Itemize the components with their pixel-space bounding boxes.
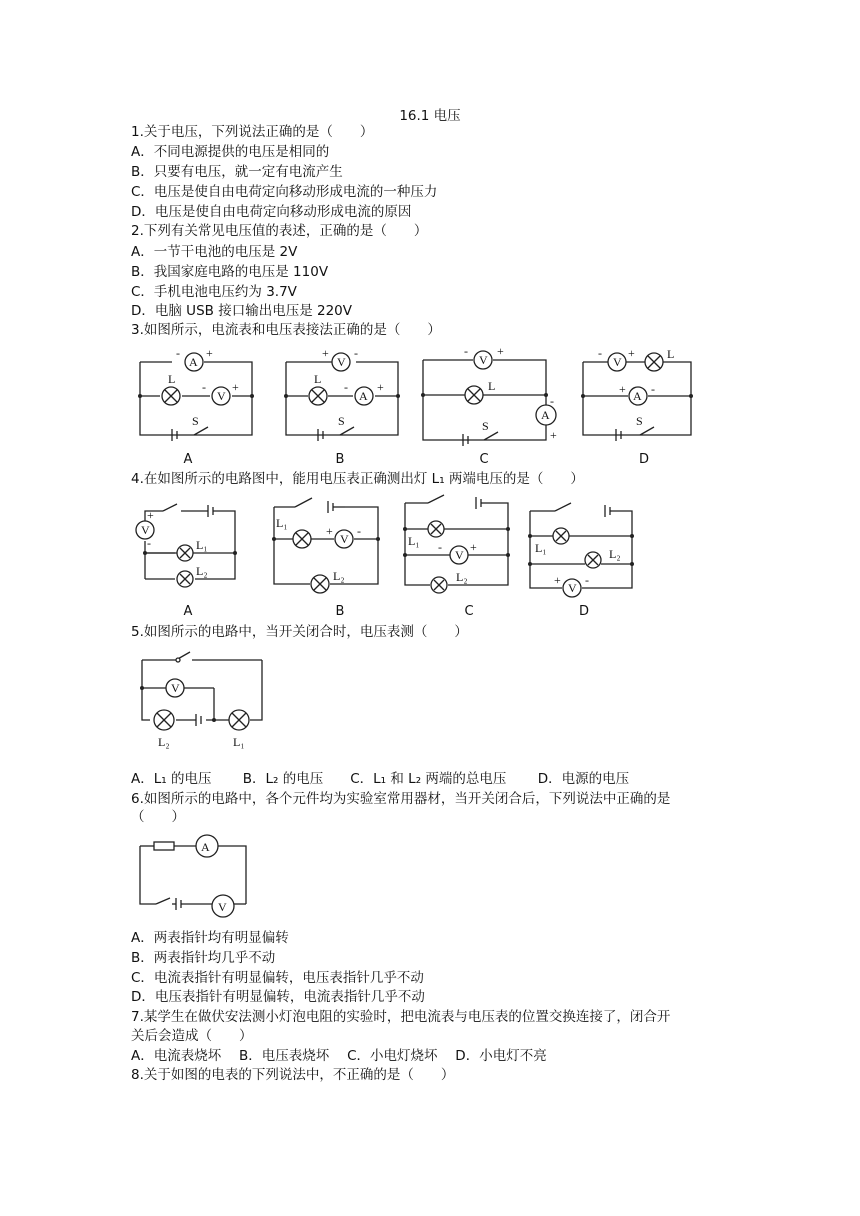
svg-text:-: - xyxy=(585,573,589,587)
q3-caption-d: D xyxy=(638,452,649,467)
question-5-stem: 5.如图所示的电路中，当开关闭合时，电压表测（ ） xyxy=(131,624,468,640)
svg-text:+: + xyxy=(377,380,384,394)
q4-circuit-a xyxy=(133,497,243,592)
question-6-option-d: D．电压表指针有明显偏转，电流表指针几乎不动 xyxy=(131,989,425,1005)
svg-text:V: V xyxy=(217,389,226,403)
svg-text:A: A xyxy=(359,389,368,403)
svg-text:V: V xyxy=(340,532,349,546)
svg-text:-: - xyxy=(147,536,151,550)
question-1-option-a: A．不同电源提供的电压是相同的 xyxy=(131,144,330,160)
svg-text:L₁: L₁ xyxy=(408,534,420,548)
q3-caption-b: B xyxy=(335,452,345,467)
switch-icon xyxy=(295,498,312,507)
q6-circuit xyxy=(136,832,256,927)
svg-text:-: - xyxy=(550,394,554,408)
svg-text:+: + xyxy=(628,346,635,360)
question-2-stem: 2.下列有关常见电压值的表述，正确的是（ ） xyxy=(131,223,428,239)
svg-text:+: + xyxy=(497,344,504,358)
question-5-options: A．L₁ 的电压 B．L₂ 的电压 C．L₁ 和 L₂ 两端的总电压 D．电源的电压 xyxy=(131,771,630,787)
svg-text:L: L xyxy=(314,372,322,386)
svg-text:S: S xyxy=(338,414,345,428)
svg-text:V: V xyxy=(141,523,150,537)
question-1-option-b: B．只要有电压，就一定有电流产生 xyxy=(131,164,343,180)
switch-icon xyxy=(340,427,354,435)
q3-caption-c: C xyxy=(479,452,489,467)
svg-text:-: - xyxy=(598,346,602,360)
svg-text:+: + xyxy=(206,346,213,360)
question-7-stem-continued: 关后会造成（ ） xyxy=(131,1028,253,1044)
svg-text:-: - xyxy=(202,380,206,394)
svg-text:V: V xyxy=(218,900,227,914)
q4-circuit-d xyxy=(527,498,637,603)
svg-text:S: S xyxy=(636,414,643,428)
q3-circuit-c xyxy=(418,345,568,450)
q3-circuit-b xyxy=(278,345,408,445)
q4-caption-c: C xyxy=(464,604,474,619)
q4-circuit-b xyxy=(270,492,385,592)
svg-text:A: A xyxy=(633,389,642,403)
svg-text:-: - xyxy=(438,540,442,554)
svg-text:A: A xyxy=(201,840,210,854)
q4-caption-d: D xyxy=(578,604,589,619)
switch-icon xyxy=(194,427,208,435)
svg-text:+: + xyxy=(470,540,477,554)
svg-text:L₂: L₂ xyxy=(158,735,170,749)
svg-text:L₂: L₂ xyxy=(333,569,345,583)
svg-text:L₁: L₁ xyxy=(233,735,245,749)
question-6-option-a: A．两表指针均有明显偏转 xyxy=(131,930,289,946)
question-7-options: A．电流表烧坏 B．电压表烧坏 C．小电灯烧坏 D．小电灯不亮 xyxy=(131,1048,547,1064)
svg-text:V: V xyxy=(613,355,622,369)
question-6-stem-continued: （ ） xyxy=(131,809,185,825)
svg-text:V: V xyxy=(337,355,346,369)
switch-icon xyxy=(428,495,444,503)
question-2-option-a: A．一节干电池的电压是 2V xyxy=(131,244,298,260)
question-6-option-b: B．两表指针均几乎不动 xyxy=(131,950,276,966)
svg-text:V: V xyxy=(568,581,577,595)
svg-text:L: L xyxy=(168,372,176,386)
question-2-option-d: D．电脑 USB 接口输出电压是 220V xyxy=(131,303,352,319)
q3-circuit-a xyxy=(132,345,262,445)
q4-caption-b: B xyxy=(335,604,345,619)
question-8-stem: 8.关于如图的电表的下列说法中，不正确的是（ ） xyxy=(131,1067,455,1083)
q3-circuit-d xyxy=(578,345,703,445)
svg-text:-: - xyxy=(344,380,348,394)
svg-text:L₁: L₁ xyxy=(535,541,547,555)
question-2-option-b: B．我国家庭电路的电压是 110V xyxy=(131,264,329,280)
q5-circuit xyxy=(138,648,273,758)
switch-icon xyxy=(484,432,498,440)
svg-text:-: - xyxy=(354,346,358,360)
svg-text:L₂: L₂ xyxy=(609,547,621,561)
svg-text:-: - xyxy=(357,524,361,538)
svg-text:-: - xyxy=(176,346,180,360)
question-2-option-c: C．手机电池电压约为 3.7V xyxy=(131,284,297,300)
svg-text:+: + xyxy=(232,380,239,394)
svg-text:L: L xyxy=(667,347,675,361)
switch-icon xyxy=(156,898,170,904)
resistor-icon xyxy=(154,842,174,850)
switch-icon xyxy=(163,504,177,511)
question-3-stem: 3.如图所示，电流表和电压表接法正确的是（ ） xyxy=(131,322,441,338)
svg-text:L: L xyxy=(488,379,496,393)
svg-text:V: V xyxy=(171,681,180,695)
page-title: 16.1 电压 xyxy=(399,108,461,124)
switch-icon xyxy=(555,503,571,511)
question-6-stem: 6.如图所示的电路中，各个元件均为实验室常用器材，当开关闭合后，下列说法中正确的是 xyxy=(131,791,671,807)
svg-text:L₂: L₂ xyxy=(196,564,208,578)
q4-circuit-c xyxy=(400,493,515,593)
svg-text:S: S xyxy=(192,414,199,428)
svg-text:V: V xyxy=(455,548,464,562)
svg-text:L₁: L₁ xyxy=(276,516,288,530)
svg-text:A: A xyxy=(541,408,550,422)
switch-icon xyxy=(640,427,654,435)
svg-text:L₁: L₁ xyxy=(196,538,208,552)
svg-text:A: A xyxy=(189,355,198,369)
svg-text:+: + xyxy=(554,573,561,587)
svg-text:-: - xyxy=(464,344,468,358)
svg-text:+: + xyxy=(322,346,329,360)
svg-text:+: + xyxy=(550,428,557,442)
svg-text:+: + xyxy=(619,382,626,396)
svg-text:V: V xyxy=(479,353,488,367)
q3-caption-a: A xyxy=(183,452,193,467)
question-7-stem: 7.某学生在做伏安法测小灯泡电阻的实验时，把电流表与电压表的位置交换连接了，闭合开 xyxy=(131,1009,671,1025)
svg-text:L₂: L₂ xyxy=(456,570,468,584)
q4-caption-a: A xyxy=(183,604,193,619)
svg-text:+: + xyxy=(147,508,154,522)
svg-text:+: + xyxy=(326,524,333,538)
svg-text:S: S xyxy=(482,419,489,433)
question-6-option-c: C．电流表指针有明显偏转，电压表指针几乎不动 xyxy=(131,970,424,986)
question-1-option-c: C．电压是使自由电荷定向移动形成电流的一种压力 xyxy=(131,184,438,200)
question-1-stem: 1.关于电压，下列说法正确的是（ ） xyxy=(131,124,374,140)
svg-text:-: - xyxy=(651,382,655,396)
question-1-option-d: D．电压是使自由电荷定向移动形成电流的原因 xyxy=(131,204,412,220)
question-4-stem: 4.在如图所示的电路图中，能用电压表正确测出灯 L₁ 两端电压的是（ ） xyxy=(131,471,584,487)
